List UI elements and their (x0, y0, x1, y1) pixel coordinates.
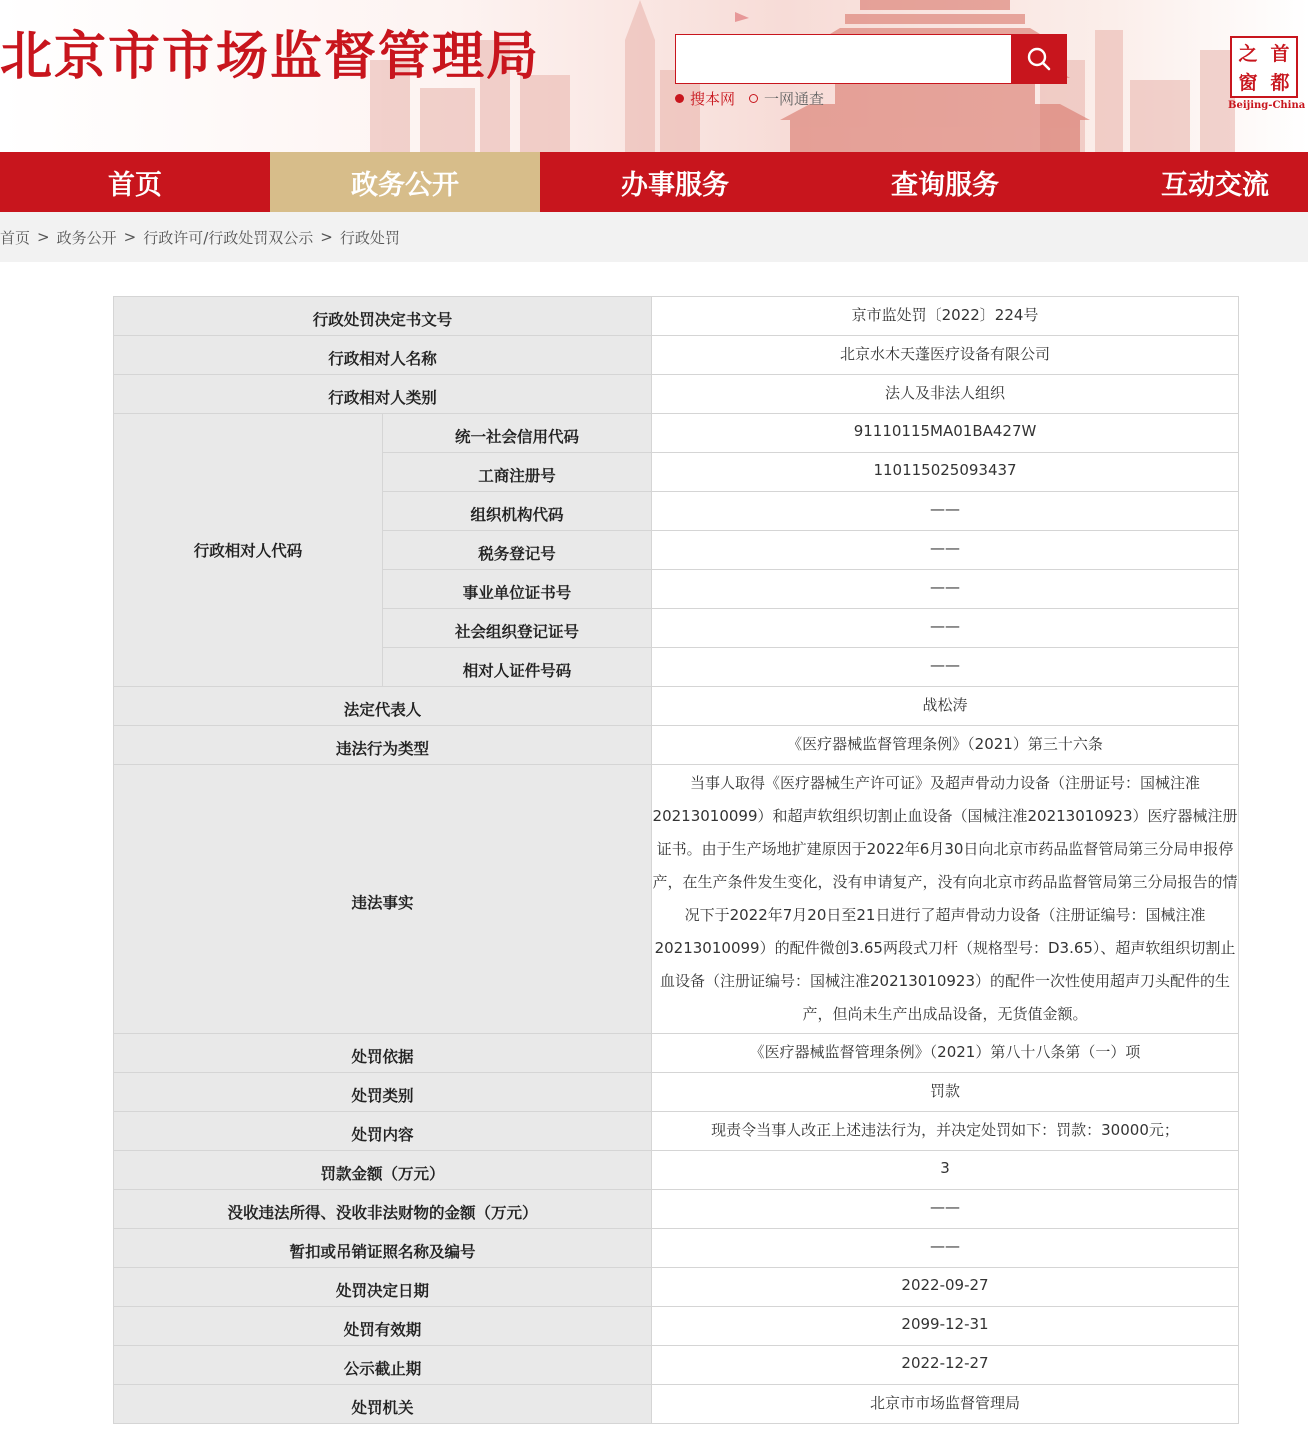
code-label: 工商注册号 (383, 453, 652, 492)
code-value: —— (652, 648, 1239, 687)
table-row (114, 1307, 1239, 1346)
logo-char: 都 (1270, 72, 1290, 94)
field-label: 法定代表人 (114, 687, 652, 726)
table-row (114, 765, 1239, 1034)
table-row (114, 336, 1239, 375)
table-row (114, 1385, 1239, 1424)
search-icon (1026, 46, 1052, 72)
decision-number: 京市监处罚〔2022〕224号 (652, 297, 1239, 336)
site-header (0, 0, 1308, 152)
breadcrumb (0, 212, 1308, 262)
capital-window-logo[interactable] (1228, 36, 1306, 114)
penalty-content: 现责令当事人改正上述违法行为，并决定处罚如下：罚款：30000元； (652, 1112, 1239, 1151)
table-row (114, 1268, 1239, 1307)
code-value: —— (652, 531, 1239, 570)
license-revocation: —— (652, 1229, 1239, 1268)
nav-item-query[interactable]: 查询服务 (891, 169, 999, 201)
field-label: 行政相对人代码 (114, 414, 383, 687)
table-row (114, 687, 1239, 726)
code-value: —— (652, 570, 1239, 609)
field-label: 违法行为类型 (114, 726, 652, 765)
field-label: 处罚机关 (114, 1385, 652, 1424)
field-label: 行政相对人类别 (114, 375, 652, 414)
violation-facts: 当事人取得《医疗器械生产许可证》及超声骨动力设备（注册证号：国械注准20213010099）和超声软组织切割止血设备（国械注准20213010923）医疗器械注册证书。由于生产场地扩建原因于2022年6月30日向北京市药品监督管局第三分局申报停产，在生产条件发生变化，没有申请复产，没有向北京市药品监督管局第三分局报告的情况下于2022年7月20日至21日进行了超声骨动力设备（注册证编号：国械注准20213010099）的配件微创3.65两段式刀杆（规格型号：D3.65）、超声软组织切割止血设备（注册证编号：国械注准20213010923）的配件一次性使用超声刀头配件的生产，但尚未生产出成品设备，无货值金额。 (652, 765, 1239, 1034)
code-label: 事业单位证书号 (383, 570, 652, 609)
table-row (114, 414, 1239, 453)
valid-until: 2099-12-31 (652, 1307, 1239, 1346)
scope-option-site[interactable] (675, 88, 735, 109)
field-label: 公示截止期 (114, 1346, 652, 1385)
code-value: —— (652, 492, 1239, 531)
field-label: 处罚类别 (114, 1073, 652, 1112)
code-label: 统一社会信用代码 (383, 414, 652, 453)
code-label: 社会组织登记证号 (383, 609, 652, 648)
scope-option-all[interactable] (749, 88, 824, 109)
field-label: 处罚决定日期 (114, 1268, 652, 1307)
search-box (675, 34, 1067, 84)
field-label: 行政处罚决定书文号 (114, 297, 652, 336)
search-input[interactable] (676, 35, 1014, 83)
nav-item-home[interactable]: 首页 (108, 169, 162, 201)
confiscation-amount: —— (652, 1190, 1239, 1229)
field-label: 暂扣或吊销证照名称及编号 (114, 1229, 652, 1268)
decision-date: 2022-09-27 (652, 1268, 1239, 1307)
search-scope (675, 88, 824, 109)
logo-char: 首 (1270, 43, 1290, 65)
penalty-type: 罚款 (652, 1073, 1239, 1112)
table-row (114, 1229, 1239, 1268)
code-value: 91110115MA01BA427W (652, 414, 1239, 453)
code-value: —— (652, 609, 1239, 648)
logo-char: 之 (1238, 43, 1258, 65)
penalty-authority: 北京市市场监督管理局 (652, 1385, 1239, 1424)
field-label: 违法事实 (114, 765, 652, 1034)
party-type: 法人及非法人组织 (652, 375, 1239, 414)
table-row (114, 1190, 1239, 1229)
main-nav (0, 152, 1308, 212)
penalty-basis: 《医疗器械监督管理条例》（2021）第八十八条第（一）项 (652, 1034, 1239, 1073)
table-row (114, 1112, 1239, 1151)
code-label: 税务登记号 (383, 531, 652, 570)
site-title: 北京市市场监督管理局 (0, 27, 541, 87)
breadcrumb-separator: > (37, 228, 50, 246)
nav-item-interaction[interactable]: 互动交流 (1161, 169, 1269, 201)
search-button[interactable] (1011, 34, 1067, 84)
scope-label: 搜本网 (690, 90, 736, 108)
breadcrumb-penalty[interactable]: 行政处罚 (339, 228, 400, 247)
code-label: 组织机构代码 (383, 492, 652, 531)
code-label: 相对人证件号码 (383, 648, 652, 687)
table-row (114, 1151, 1239, 1190)
field-label: 罚款金额（万元） (114, 1151, 652, 1190)
field-label: 没收违法所得、没收非法财物的金额（万元） (114, 1190, 652, 1229)
table-row (114, 375, 1239, 414)
fine-amount: 3 (652, 1151, 1239, 1190)
table-row (114, 726, 1239, 765)
table-row (114, 1034, 1239, 1073)
breadcrumb-separator: > (320, 228, 333, 246)
legal-representative: 战松涛 (652, 687, 1239, 726)
logo-char: 窗 (1238, 72, 1258, 94)
penalty-info-table (113, 296, 1239, 1424)
field-label: 行政相对人名称 (114, 336, 652, 375)
radio-unselected-icon (749, 94, 758, 103)
violation-type: 《医疗器械监督管理条例》（2021）第三十六条 (652, 726, 1239, 765)
breadcrumb-gov-affairs[interactable]: 政务公开 (56, 228, 117, 247)
table-row (114, 1346, 1239, 1385)
breadcrumb-home[interactable]: 首页 (0, 228, 31, 247)
field-label: 处罚内容 (114, 1112, 652, 1151)
table-row (114, 1073, 1239, 1112)
nav-item-services[interactable]: 办事服务 (621, 169, 729, 201)
breadcrumb-separator: > (123, 228, 137, 246)
publicity-end-date: 2022-12-27 (652, 1346, 1239, 1385)
radio-selected-icon (675, 94, 684, 103)
table-row (114, 297, 1239, 336)
breadcrumb-double-publicity[interactable]: 行政许可/行政处罚双公示 (143, 228, 314, 247)
field-label: 处罚有效期 (114, 1307, 652, 1346)
party-name: 北京水木天蓬医疗设备有限公司 (652, 336, 1239, 375)
logo-subtitle: Beijing-China (1228, 100, 1306, 111)
code-value: 110115025093437 (652, 453, 1239, 492)
scope-label: 一网通查 (764, 90, 825, 108)
field-label: 处罚依据 (114, 1034, 652, 1073)
nav-item-gov-affairs[interactable]: 政务公开 (270, 152, 540, 212)
